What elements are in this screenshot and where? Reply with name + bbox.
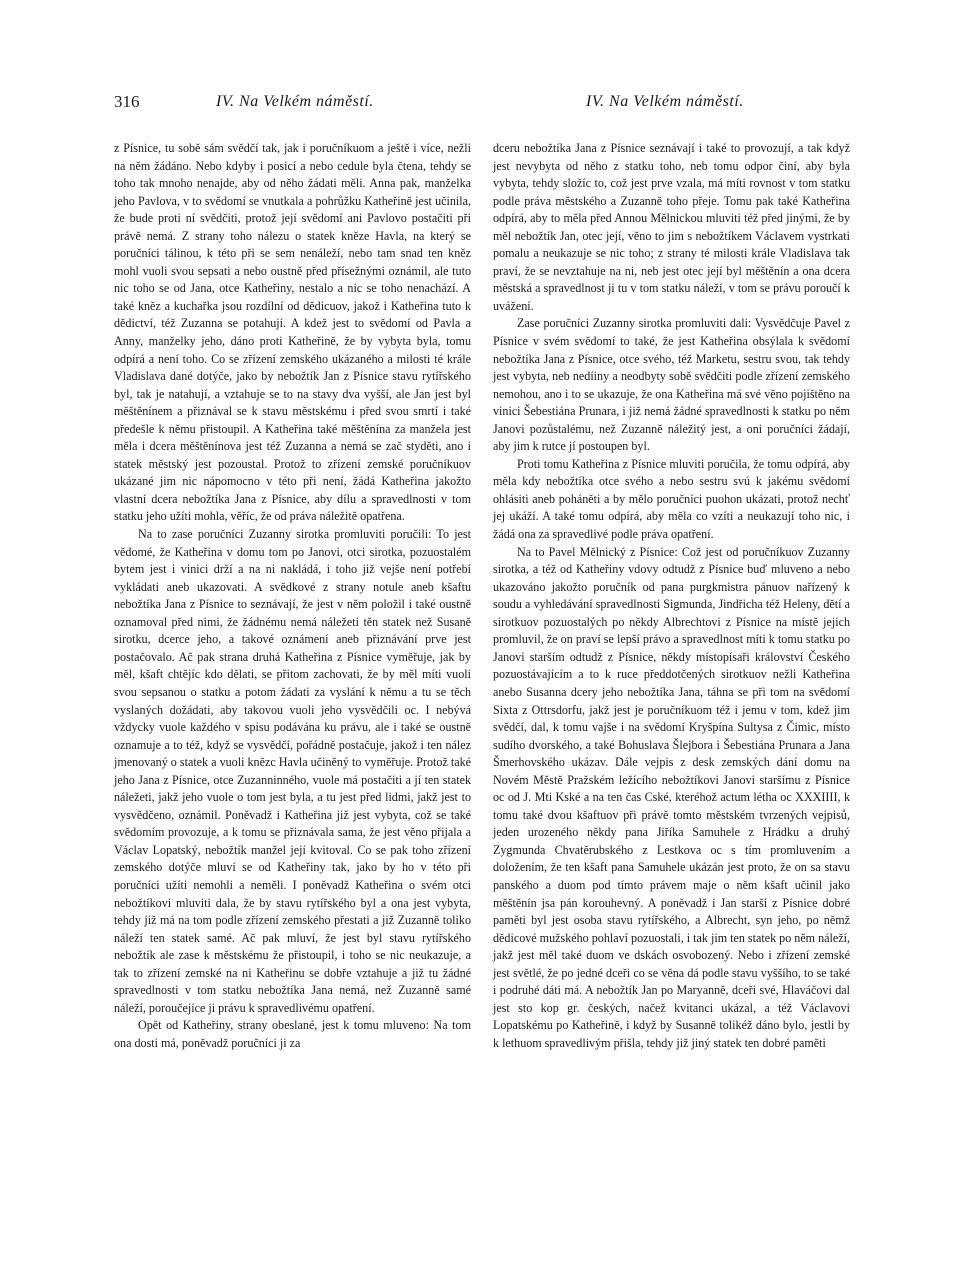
paragraph: Na to Pavel Mělnický z Písnice: Což jest od poručníkuov Zuzanny sirotka, a též od Katheřiny vdovy odtudž z Písnice buď mluveno a nebo ukazováno jakožto poručník od pana purgkmistra pánuov nařízený k soudu a vyhledávání spravedlnosti Sigmunda, Jindřicha též Heleny, dětí a sirotkuov pozuostalých po někdy Albrechtovi z Písnice na místě jejich promluvil, že on praví se lepší právo a spravedlnost míti k tomu statku po Janovi starším odtudž z Písnice, někdy místopísaři království Českého pozuostávajícím a to k ruce předdotčených sirotkuov nežli Katheřina anebo Susanna dcery jeho nebožtíka Jana, táhna se při tom na svědomí Sixta z Ottrsdorfu, jakž jest je poručníkuom též i jemu v tom, kdež jim svědčí, dal, k tomu vajše i na svědomí Kryšpína Sultysa z Čimic, místo sudího dvorského, a také Bohuslava Šlejbora i Šebestiána Prunara a Jana Šmerhovského ukázav. Dále vejpis z desk zemských dání domu na Novém Městě Pražském ležícího nebožtíkovi Janovi staršímu z Písnice oc od J. Mti Kské a na ten čas Cské, kteréhož actum létha oc XXXIIII, k tomu také dvou kšaftuov při právě tomto městském tvrzených vejpisů, jeden urozeného někdy pana Jiříka Samuhele z Hrádku a druhý Zygmunda Chvatěrubského z Lestkova oc s tím promluvením a doložením, že ten kšaft pana Samuhele ukázán jest proto, že on sa stavu panského a duom pod tímto právem maje o něm kšaft učinil jako měštěnín jsa pán korouhevný. A poněvadž i Jan starší z Písnice dobré paměti byl jest osoba stavu rytířského, a Albrecht, syn jeho, po němž dědicové mužského pohlaví pozuostali, i tak jim ten statek po něm náleží, jakž jest měl také duom ve dskách osvobozený. Nebo i zřízení zemské jest světlé, že po jedné dceři co se věna dá podle stavu vyššího, to se také i podruhé dáti má. A nebožtík Jan po Maryanně, dceři své, Hlaváčovi dal jest sto kop gr. českých, načež kvitanci ukázal, a též Václavovi Lopatskému po Katheřině, i když by Susanně tolikéž dáno bylo, jestli by k lethuom spravedlivým přišla, tehdy již jiný statek ten dobré paměti bbox=[493, 544, 851, 1050]
paragraph: Zase poručníci Zuzanny sirotka promluviti dali: Vysvědčuje Pavel z Písnice v svém svědomí to také, že jest Katheřina obsýlala k svědomí nebožtíka Jana z Písnice, otce svého, též Marketu, sestru svou, tak tehdy jest vybyta, neb nedíiny a neodbyty sobě svědčiti podle zřízení zemského nemohou, ano i to se ukazuje, že ona Katheřina má své věno pojištěno na vinici Šebestiána Prunara, i již nemá žádné spravedlnosti k statku po něm Janovi pozůstalému, než Zuzanně náležitý jest, a oni poručníci žádají, aby jim k rutce jí postoupen byl. bbox=[493, 316, 850, 454]
page-number: 316 bbox=[114, 92, 140, 111]
page-header bbox=[0, 92, 960, 116]
paragraph: Opět od Katheřiny, strany obeslané, jest k tomu mluveno: Na tom ona dosti má, poněvadž poručníci ji za bbox=[114, 1018, 471, 1050]
paragraph: dceru nebožtíka Jana z Písnice seznávají i také to provozují, a tak když jest nevybyta od něho z statku toho, neb tomu odpor činí, aby byla vybyta, tehdy složíc to, což jest prve vzala, má míti rovnost v tom statku podle práva městského a Zuzanně toho přeje. Tomu pak také Katheřina odpírá, aby to měla před Annou Mělnickou mluviti též před jinými, že by měl nebožtík Jan, otec její, věno to jim s nebožtíkem Václavem vystrkati pomalu a neukazuje se nic toho; z strany té milosti krále Vladislava tak praví, že se nevztahuje na ni, neb jest otec její byl měštěnín a ona dcera městská a spravedlnost ji tu v tom statku náleží, v tom se právu poroučí k uvážení. bbox=[493, 141, 850, 313]
left-column bbox=[114, 140, 471, 1052]
paragraph: z Písnice, tu sobě sám svědčí tak, jak i poručníkuom a ještě i více, nežli na něm žádáno. Nebo kdyby i posicí a nebo cedule byla čtena, tehdy se toho tak mnoho nenajde, aby od něho žádati měli. Anna pak, manželka jeho Pavlova, v to svědomí se vnutkala a pohrůžku Katheřině jest učinila, že bude proti ní svědčiti, protož její svědomí ani Pavlovo postačiti při právě nemá. Z strany toho nálezu o statek kněze Havla, na který se poručníci tálinou, k této při se sem nenáleží, nebo tam snad ten kněz mohl vuoli svou sepsati a nebo oustně před přísežnými oznámil, ale tuto nic toho se od Jana, otce Katheřiny, nestalo a nic se toho nenachází. A také kněz a kuchařka jsou rozdílní od dědicuov, jakož i Katheřina tuto k dědictví, též Zuzanna se potahují. A kdež jest to svědomí od Pavla a Anny, manželky jeho, dáno proti Katheřině, že by vybyta byla, tomu odpírá a není toho. Co se zřízení zemského ukázaného a milosti té krále Vladislava dané dotýče, jako by nebožtík Jan z Písnice stavu rytířského byl, tak je natahují, a vztahuje se to na stavy dva vyšší, ale Jan jest byl měštěnínem a přiznával se k stavu městskému i před svou smrtí i také předešle k němu přistoupil. A Katheřina také měštěnína za manžela jest měla i dcera měštěnínova jest též Zuzanna a nemá se zač styděti, ano i statek městský jest pozoustal. Protož to zřízení zemské poručníkuov ukázané jim nic nápomocno v této při není, žádá Katheřina jakožto vlastní dcera nebožtíka Jana z Písnice, aby dílu a spravedlnosti v tom statku jeho užíti mohla, věříc, že od práva náležitě opatřena. bbox=[114, 141, 471, 524]
running-head-right: IV. Na Velkém náměstí. bbox=[586, 93, 744, 110]
paragraph: Na to zase poručníci Zuzanny sirotka promluviti poručili: To jest vědomé, že Katheřina v domu tom po Janovi, otci sirotka, pozuostalém bytem jest i vinici drží a na ni nakládá, i toho již vejše není potřebí vykládati aneb ukazovati. A svědkové z strany notule aneb kšaftu nebožtíka Jana z Písnice to seznávají, že jest v něm položil i také oustně oznamoval před nimi, že žádnému nemá náležeti těn statek než Susaně sirotku, dcerce jeho, a takové oznámení aneb přiznávání prve jest postačovalo. Ač pak strana druhá Katheřina z Písnice vyměřuje, jak by měl, kšaft chtějíc kdo dělati, se přitom zachovati, že by měl míti vuoli svou sepsanou o statku a potom žádati za vyslání k němu a tu se těch vyslaných dožádati, aby takovou vuoli jeho vysvědčili oc. I nebývá vždycky vuole každého v spisu podávána ku právu, ale i také se oustně oznamuje a to též, když se vysvědčí, pořádně postačuje, jakož i ten nález jmenovaný o statek a vuoli knězc Havla učiněný to vyměřuje. Protož také jeho Jana z Písnice, otce Zuzanninného, vuole má postačiti a jí ten statek náležeti, jakž jeho vuole o tom jest byla, a tu jest před lidmi, jakž jest to vysvědčeno, oznámil. Poněvadž i Katheřina již jest vybyta, což se také svědomím provozuje, a k tomu se přiznávala sama, že jest věno přijala a Václav Lopatský, nebožtík manžel její kvitoval. Co se pak toho zřízení zemského dotýče mluví se od Katheřiny tak, jako by ho v této při poručníci užíti nemohli a neměli. I poněvadž Katheřina o svém otci nebožtíkovi mluviti dala, že by stavu rytířského byl a ona jest vybyta, tehdy již má na tom podle zřízení zemského přestati a již Zuzanně toliko náleží ten statek samé. Ač pak mluví, že jest byl stavu rytířského nebožtík ale zase k městskému že přistoupil, i toho se nic neukazuje, a tak to zřízení zemské na ni Katheřinu se dobře vztahuje a již tu žádné spravedlnosti v tom statku nebožtíka Jana nemá, než Zuzanně samé náleží, poroučejíce ji právu k spravedlivému opatření. bbox=[114, 527, 471, 1015]
paragraph: Proti tomu Katheřina z Písnice mluviti poručila, že tomu odpírá, aby měla kdy nebožtíka otce svého a nebo sestru svú k jakému svědomí ohlásiti aneb poháněti a by mělo poručníci puohon ukázati, protož nechť jej ukáží. A také tomu odpírá, aby měla co vzíti a neukazují toho nic, i žádá ona za spravedlivé podle práva opatření. bbox=[493, 456, 850, 542]
right-column bbox=[493, 140, 850, 1052]
running-head-left: IV. Na Velkém náměstí. bbox=[216, 93, 374, 110]
